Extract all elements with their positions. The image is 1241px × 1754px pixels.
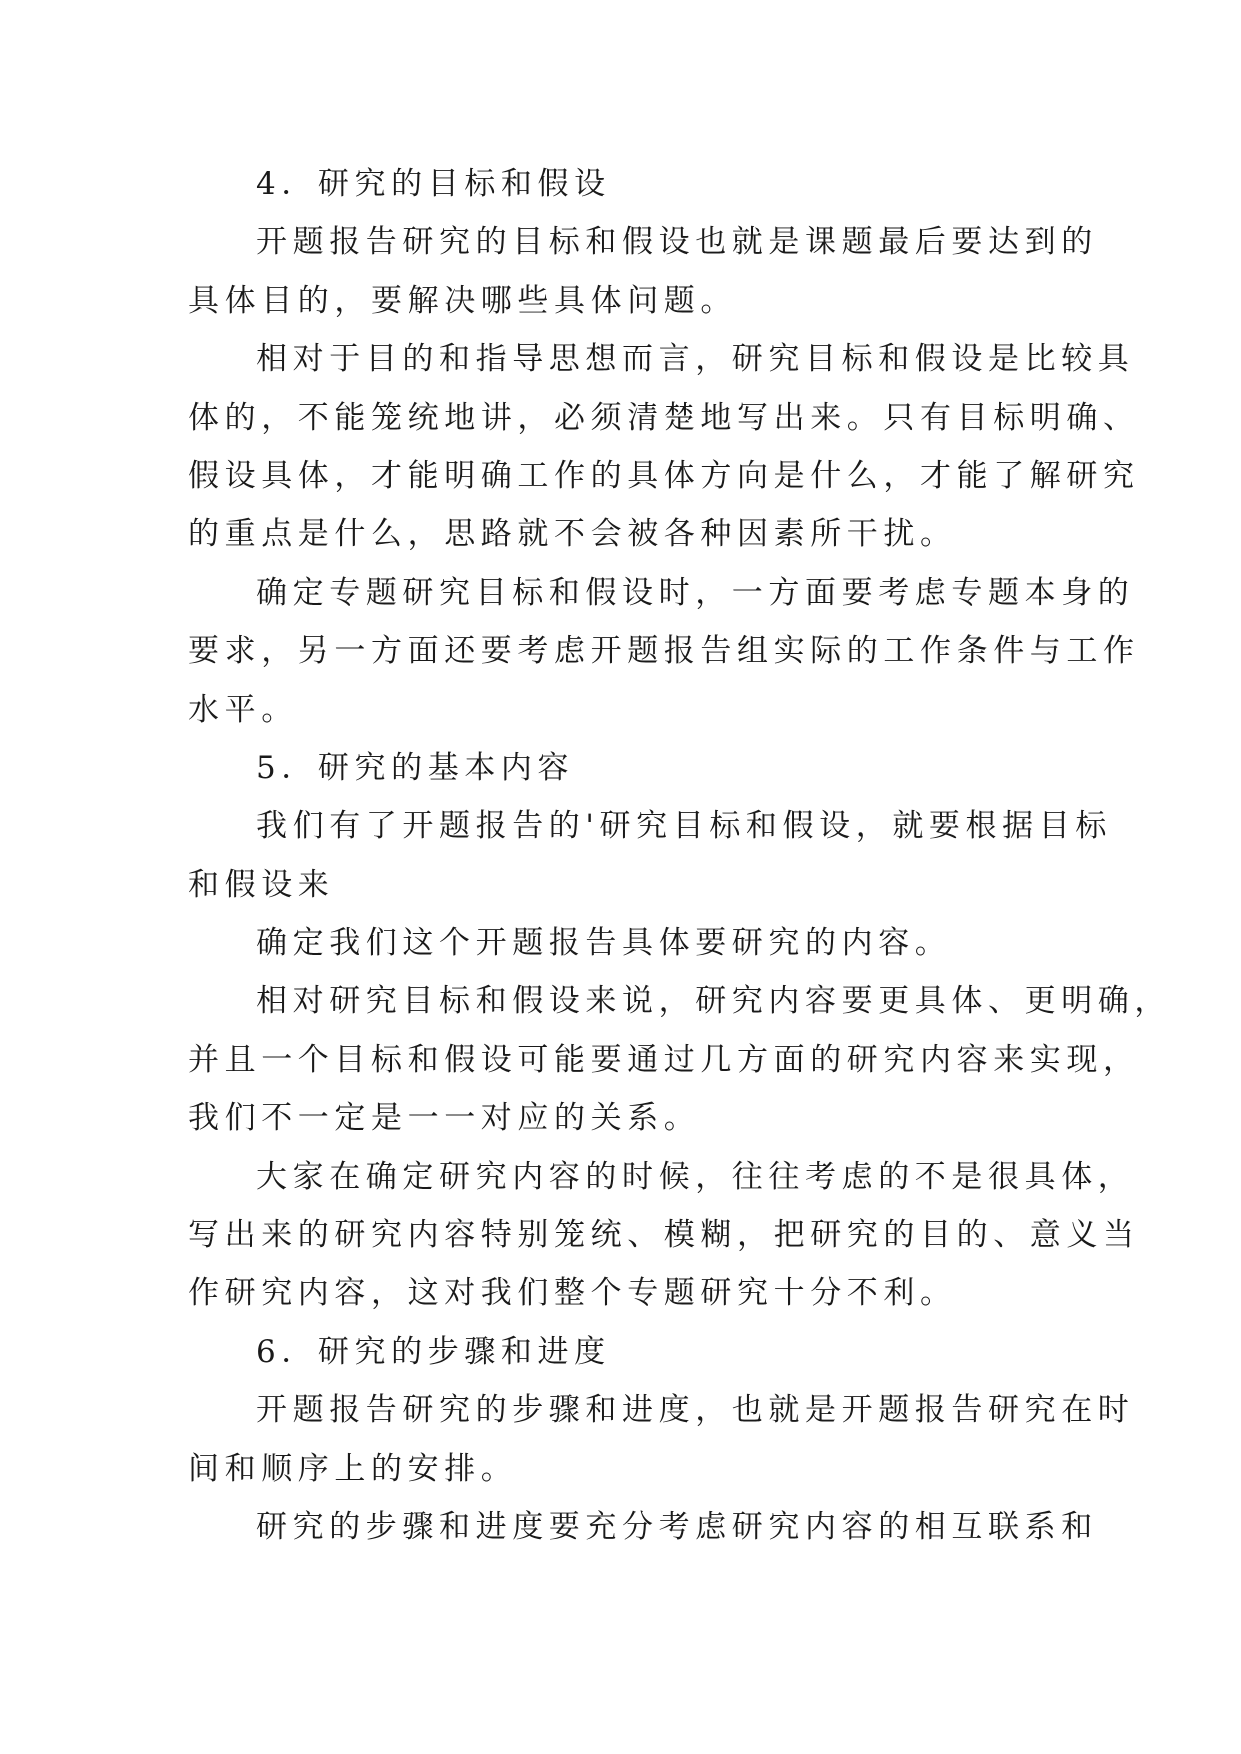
- text-line: 要求，另一方面还要考虑开题报告组实际的工作条件与工作: [188, 633, 1140, 670]
- text-line: 研究的步骤和进度要充分考虑研究内容的相互联系和: [256, 1508, 1098, 1545]
- text-line: 和假设来: [188, 866, 335, 903]
- text-line: 写出来的研究内容特别笼统、模糊，把研究的目的、意义当: [188, 1217, 1140, 1254]
- document-body: [188, 155, 1171, 1556]
- text-line: 作研究内容，这对我们整个专题研究十分不利。: [188, 1275, 957, 1312]
- text-line: 相对于目的和指导思想而言，研究目标和假设是比较具: [256, 341, 1135, 378]
- text-line: 开题报告研究的步骤和进度，也就是开题报告研究在时: [256, 1392, 1135, 1429]
- text-line: 具体目的，要解决哪些具体问题。: [188, 282, 737, 319]
- text-line: 开题报告研究的目标和假设也就是课题最后要达到的: [256, 224, 1098, 261]
- text-line: 水平。: [188, 691, 298, 728]
- text-line: 4．研究的目标和假设: [256, 166, 611, 202]
- text-line: 我们有了开题报告的'研究目标和假设，就要根据目标: [256, 808, 1112, 845]
- text-line: 假设具体，才能明确工作的具体方向是什么，才能了解研究: [188, 457, 1140, 494]
- text-line: 确定我们这个开题报告具体要研究的内容。: [256, 925, 952, 962]
- text-line: 我们不一定是一一对应的关系。: [188, 1100, 701, 1137]
- text-line: 6．研究的步骤和进度: [256, 1333, 611, 1370]
- text-line: 相对研究目标和假设来说，研究内容要更具体、更明确，: [256, 983, 1171, 1020]
- text-line: 5．研究的基本内容: [256, 749, 575, 786]
- text-line: 的重点是什么，思路就不会被各种因素所干扰。: [188, 516, 957, 553]
- text-line: 大家在确定研究内容的时候，往往考虑的不是很具体，: [256, 1158, 1135, 1195]
- text-line: 间和顺序上的安排。: [188, 1450, 518, 1487]
- text-line: 并且一个目标和假设可能要通过几方面的研究内容来实现，: [188, 1041, 1140, 1078]
- text-line: 体的，不能笼统地讲，必须清楚地写出来。只有目标明确、: [188, 399, 1140, 436]
- text-line: 确定专题研究目标和假设时，一方面要考虑专题本身的: [256, 574, 1135, 611]
